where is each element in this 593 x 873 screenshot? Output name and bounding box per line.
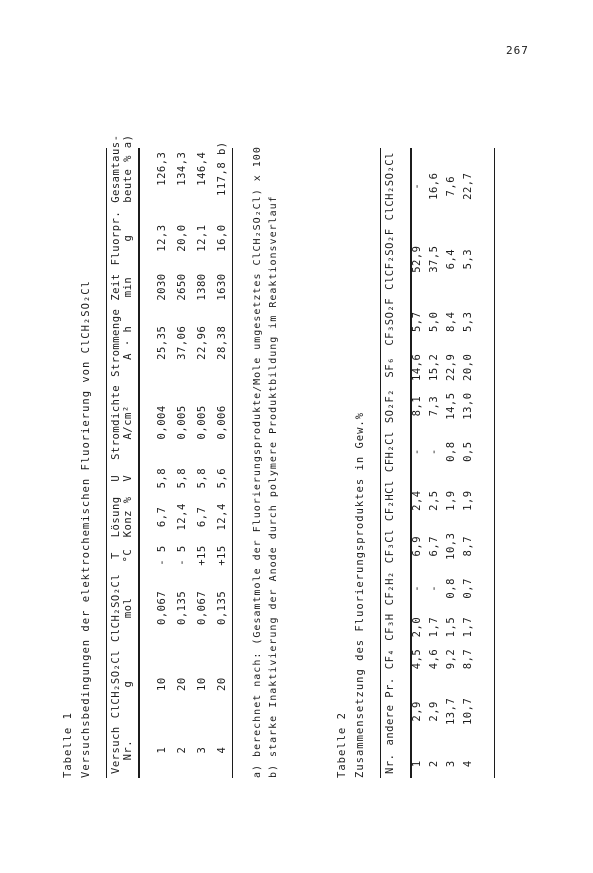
table1-caption: Tabelle 1 — [62, 712, 74, 778]
table-cell: 5,3 — [461, 248, 474, 270]
table-cell: 0,067 — [196, 590, 208, 625]
table-cell: 0,006 — [216, 405, 228, 440]
table-cell: 20,0 — [461, 353, 474, 381]
table1-header-line1: Fluorpr. — [110, 210, 122, 266]
table1-header-line2: A · h — [122, 325, 134, 360]
table-cell: 20,0 — [176, 224, 188, 252]
table-cell: 28,38 — [216, 325, 228, 360]
table-row — [192, 131, 212, 778]
table-cell: 1 — [410, 760, 423, 768]
table-cell: 13,0 — [461, 392, 474, 420]
table-cell: 0,067 — [156, 590, 168, 625]
table1-header-cell — [110, 269, 134, 304]
table-cell: 2,5 — [427, 490, 440, 511]
table2-header-cell: CF₂HCl — [384, 480, 396, 522]
table2-caption: Tabelle 2 — [336, 712, 348, 778]
table-row — [212, 131, 232, 778]
table-cell: 1,9 — [444, 490, 457, 511]
table-row — [425, 148, 442, 778]
table-cell: 12,4 — [216, 503, 228, 531]
rotated-page-content — [62, 108, 532, 828]
table-cell: 2 — [176, 746, 188, 754]
table-cell: 5,3 — [461, 311, 474, 333]
table-cell: 22,7 — [461, 172, 474, 200]
table-cell: 6,7 — [196, 506, 208, 528]
table1-header-line2: °C — [122, 548, 134, 563]
table-cell: 0,135 — [216, 590, 228, 625]
table-cell: 22,9 — [444, 353, 457, 381]
table-cell: 5,8 — [196, 467, 208, 489]
table-cell: 10,3 — [444, 532, 457, 560]
table-cell: 4,6 — [427, 648, 440, 670]
table-cell: 1 — [156, 746, 168, 754]
table-cell: +15 — [196, 545, 208, 566]
table1-header-line2: Konz % — [122, 496, 134, 538]
table1-header-line2: g — [122, 234, 134, 242]
table-cell: - — [410, 182, 423, 190]
table-cell: 6,7 — [427, 535, 440, 557]
table1-header-line2: g — [122, 680, 134, 688]
table2-header-cell: CF₃Cl — [384, 529, 396, 564]
table1-header-line1: Zeit — [110, 273, 122, 301]
table1-footnote-a: a) berechnet nach: (Gesamtmole der Fluorierungsprodukte/Mole umgesetztes ClCH₂SO₂Cl) x 100 — [252, 146, 263, 778]
table1-header-cell — [110, 131, 134, 207]
table-cell: 0,7 — [461, 578, 474, 599]
table-cell: 20 — [176, 677, 188, 691]
table-cell: 0,8 — [444, 578, 457, 599]
table1-header-line2: V — [122, 474, 134, 482]
table-cell: 1,7 — [461, 616, 474, 638]
table2-header-cell: ClCH₂SO₂Cl — [384, 152, 396, 221]
table-cell: - — [427, 584, 440, 592]
table-cell: 1380 — [196, 273, 208, 301]
table-row — [152, 131, 172, 778]
table-cell: 7,6 — [444, 175, 457, 197]
table-cell: 2650 — [176, 273, 188, 301]
table-cell: - 5 — [176, 545, 188, 566]
table-cell: 6,9 — [410, 535, 423, 557]
table-cell: 1630 — [216, 273, 228, 301]
table-cell: 0,005 — [176, 405, 188, 440]
table-cell: 1,7 — [427, 616, 440, 638]
table1-header-cell — [110, 722, 134, 778]
page-number: 267 — [506, 44, 529, 57]
table-cell: 0,8 — [444, 441, 457, 462]
table2-header-cell: CF₃SO₂F — [384, 297, 396, 346]
table-cell: 1,9 — [461, 490, 474, 511]
table-cell: 12,4 — [176, 503, 188, 531]
table-cell: 12,1 — [196, 224, 208, 252]
table1-header-cell — [110, 207, 134, 270]
table-cell: 117,8 b) — [216, 141, 228, 196]
table-cell: 37,5 — [427, 245, 440, 273]
table-cell: 0,005 — [196, 405, 208, 440]
table-cell: 6,7 — [156, 506, 168, 528]
table1-header-line1: Versuch — [110, 726, 122, 774]
table-cell: 52,9 — [410, 245, 423, 273]
table-cell: 25,35 — [156, 325, 168, 360]
table1-header-line1: U — [110, 474, 122, 482]
table-cell: - 5 — [156, 545, 168, 566]
table-cell: 20 — [216, 677, 228, 691]
table-cell: 4 — [461, 760, 474, 768]
table-cell: 37,06 — [176, 325, 188, 360]
table-cell: 8,7 — [461, 535, 474, 557]
table-cell: - — [410, 448, 423, 456]
table-cell: 2030 — [156, 273, 168, 301]
table1 — [110, 131, 232, 778]
table1-header-cell — [110, 541, 134, 569]
table-cell: 16,6 — [427, 172, 440, 200]
table1-header-cell — [110, 464, 134, 492]
table2 — [384, 148, 476, 778]
table2-top-rule — [380, 148, 381, 778]
table1-header-line1: ClCH₂SO₂Cl — [110, 573, 122, 643]
table-cell: 5,0 — [427, 311, 440, 333]
table2-header-cell: ClCF₂SO₂F — [384, 228, 396, 290]
table-cell: 14,6 — [410, 353, 423, 381]
table-cell: 10 — [156, 677, 168, 691]
table2-header-rule — [410, 148, 412, 778]
table2-header — [384, 148, 396, 778]
table-cell: 4,5 — [410, 648, 423, 670]
table1-spacer — [134, 131, 152, 778]
table-cell: 2,0 — [410, 616, 423, 638]
table1-header — [110, 131, 134, 778]
table1-header-cell — [110, 381, 134, 464]
table-cell: 7,3 — [427, 395, 440, 417]
table-cell: 13,7 — [444, 697, 457, 726]
table1-bottom-rule — [232, 148, 233, 778]
table1-body — [134, 131, 232, 778]
table2-body — [396, 148, 476, 778]
table1-header-line2: beute % a) — [122, 134, 134, 203]
table-cell: 0,5 — [461, 441, 474, 462]
table-cell: 12,3 — [156, 224, 168, 252]
table-row — [442, 148, 459, 778]
table2-header-cell: CFH₂Cl — [384, 431, 396, 473]
table1-header-cell — [110, 646, 134, 722]
table2-header-cell: Nr. — [384, 753, 396, 774]
table1-footnote-b: b) starke Inaktivierung der Anode durch polymere Produktbildung im Reaktionsverlauf — [268, 195, 279, 778]
table-cell: 9,2 — [444, 648, 457, 670]
table1-header-line1: Strommenge — [110, 308, 122, 377]
table-cell: 10 — [196, 677, 208, 691]
table1-header-line1: Gesamtaus- — [110, 134, 122, 203]
table2-spacer — [396, 148, 408, 778]
table2-header-cell: CF₄ — [384, 648, 396, 670]
table1-header-line2: min — [122, 276, 134, 298]
table-cell: 8,4 — [444, 311, 457, 333]
table1-header-line2: A/cm² — [122, 405, 134, 440]
table-cell: 8,1 — [410, 395, 423, 417]
table-cell: 2,4 — [410, 490, 423, 511]
table-cell: 5,8 — [176, 467, 188, 489]
table1-header-cell — [110, 492, 134, 541]
table-cell: +15 — [216, 545, 228, 566]
table-cell: 126,3 — [156, 151, 168, 186]
table-cell: 2,9 — [410, 701, 423, 722]
table-cell: 6,4 — [444, 248, 457, 270]
table-row — [172, 131, 192, 778]
table2-header-cell: SO₂F₂ — [384, 389, 396, 424]
table-cell: 0,135 — [176, 590, 188, 625]
table2-header-cell: CF₂H₂ — [384, 571, 396, 606]
table-cell: 4 — [216, 746, 228, 754]
table-row — [459, 148, 476, 778]
table1-header-line1: Lösung — [110, 496, 122, 538]
table1-header-cell — [110, 305, 134, 381]
table-cell: 2 — [427, 760, 440, 768]
table-cell: 3 — [444, 760, 457, 768]
table-cell: 14,5 — [444, 392, 457, 420]
table-cell: 15,2 — [427, 353, 440, 381]
table-cell: 22,96 — [196, 325, 208, 360]
table2-header-cell: SF₆ — [384, 357, 396, 378]
table1-header-cell — [110, 570, 134, 646]
table-cell: 5,7 — [410, 311, 423, 333]
table2-title: Zusammensetzung des Fluorierungsproduktes in Gew.% — [354, 411, 366, 778]
table-cell: - — [410, 584, 423, 592]
table-cell: 0,004 — [156, 405, 168, 440]
table-cell: 2,9 — [427, 701, 440, 722]
table-cell: 10,7 — [461, 697, 474, 726]
table1-title: Versuchsbedingungen der elektrochemischen Fluorierung von ClCH₂SO₂Cl — [80, 280, 92, 778]
table2-header-cell: andere Pr. — [384, 677, 396, 746]
table-cell: 1,5 — [444, 616, 457, 638]
table-cell: 5,6 — [216, 467, 228, 489]
table1-header-line1: Stromdichte — [110, 384, 122, 460]
table1-header-rule — [138, 148, 140, 778]
table2-header-cell: CF₃H — [384, 613, 396, 641]
table-cell: - — [427, 448, 440, 456]
table1-header-line2: mol — [122, 597, 134, 619]
table-cell: 134,3 — [176, 151, 188, 186]
table-cell: 3 — [196, 746, 208, 754]
table-cell: 8,7 — [461, 648, 474, 670]
table1-header-line1: ClCH₂SO₂Cl — [110, 650, 122, 719]
table-cell: 5,8 — [156, 467, 168, 489]
table-cell: 146,4 — [196, 151, 208, 186]
table-cell: 16,0 — [216, 224, 228, 252]
table1-header-line2: Nr. — [122, 739, 134, 761]
table1-header-line1: T — [110, 552, 122, 559]
table1-top-rule — [106, 148, 107, 778]
table2-bottom-rule — [494, 148, 495, 778]
